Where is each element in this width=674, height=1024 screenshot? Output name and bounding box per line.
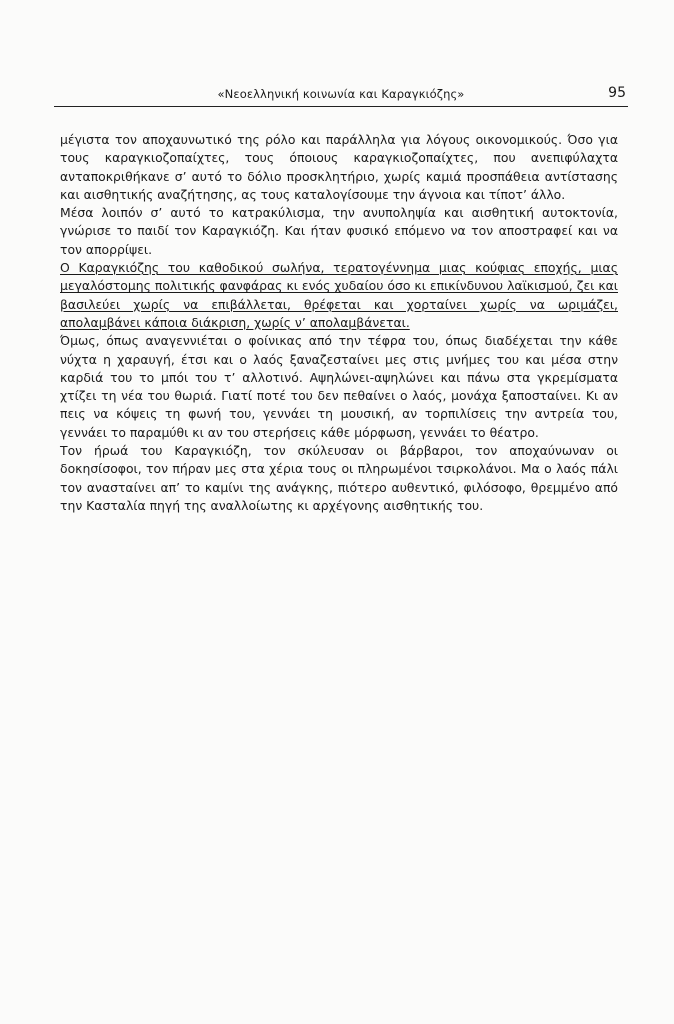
paragraph-3-underlined: [60, 259, 618, 332]
running-title: «Νεοελληνική κοινωνία και Καραγκιόζης»: [217, 87, 465, 101]
paragraph-1: μέγιστα τον αποχαυνωτικό της ρόλο και παράλληλα για λόγους οικονομικούς. Όσο για τους καραγκιοζοπαίχτες, τους όποιους καραγκιοζοπαίχτες, που ανεπιφύλαχτα ανταποκριθήκανε σ’ αυτό το δόλιο προσκλητήριο, χωρίς καμιά προσπάθεια αντίστασης και αισθητικής αναζήτησης, ας τους καταλογίσουμε την άγνοια και τίποτ’ άλλο.: [60, 132, 618, 202]
page-header: [54, 86, 628, 107]
paragraph-2: Μέσα λοιπόν σ’ αυτό το κατρακύλισμα, την ανυποληψία και αισθητική αυτοκτονία, γνώρισε το παιδί τον Καραγκιόζη. Και ήταν φυσικό επόμενο να τον αποστραφεί και να τον απορρίψει.: [60, 205, 618, 257]
paragraph-4: Όμως, όπως αναγεννιέται ο φοίνικας από την τέφρα του, όπως διαδέχεται την κάθε νύχτα η χαραυγή, έτσι και ο λαός ξαναζεσταίνει μες στις μνήμες του και μέσα στην καρδιά του το μπόι του τ’ αλλοτινό. Αψηλώνει-αψηλώνει και πάνω στα γκρεμίσματα χτίζει τη νέα του θωριά. Γιατί ποτέ του δεν πεθαίνει ο λαός, μονάχα ξαποσταίνει. Κι αν πεις να κόψεις τη φωνή του, γεννάει τη μουσική, αν τορπιλίσεις την αντρεία του, γεννάει το παραμύθι κι αν του στερήσεις κάθε μόρφωση, γεννάει το θέατρο.: [60, 333, 618, 440]
page-number: 95: [608, 85, 626, 101]
underlined-passage: Ο Καραγκιόζης του καθοδικού σωλήνα, τερατογέννημα μιας κούφιας εποχής, μιας μεγαλόστομης πολιτικής φανφάρας κι ενός χυδαίου όσο κι επικίνδυνου λαϊκισμού, ζει και βασιλεύει χωρίς να επιβάλλεται, θρέφεται και χορταίνει χωρίς να ωριμάζει, απολαμβάνει κάποια διάκριση, χωρίς ν’ απολαμβάνεται.: [60, 260, 618, 330]
body-text: [60, 131, 618, 515]
paragraph-5: Τον ήρωά του Καραγκιόζη, τον σκύλευσαν οι βάρβαροι, τον αποχαύνωναν οι δοκησίσοφοι, τον πήραν μες στα χέρια τους οι πληρωμένοι τσιρκολάνοι. Μα ο λαός πάλι τον ανασταίνει απ’ το καμίνι της ανάγκης, πιότερο αυθεντικό, φιλόσοφο, θρεμμένο από την Κασταλία πηγή της αναλλοίωτης κι αρχέγονης αισθητικής του.: [60, 443, 618, 513]
